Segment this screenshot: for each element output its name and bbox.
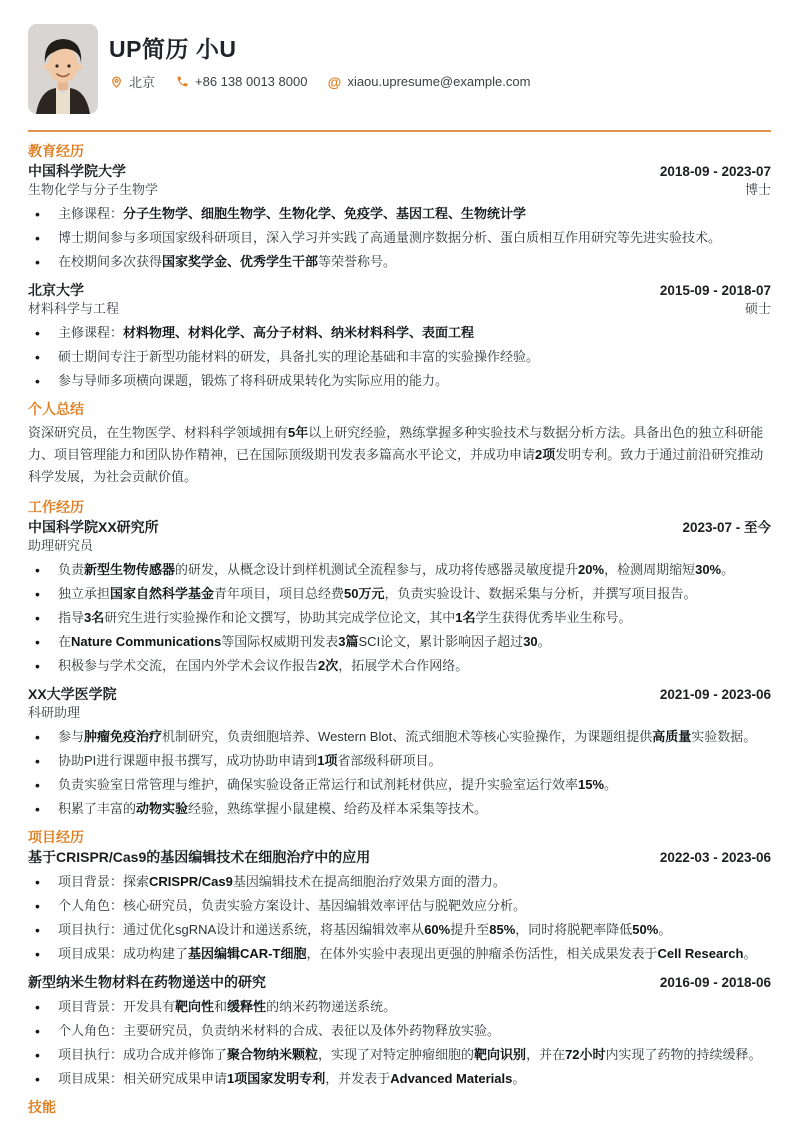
bullet-item: • 博士期间参与多项国家级科研项目，深入学习并实践了高通量测序数据分析、蛋白质相互作用研究等先进实验技术。 xyxy=(28,229,771,247)
entry-head xyxy=(28,848,771,867)
summary-text: 资深研究员，在生物医学、材料科学领域拥有5年以上研究经验，熟练掌握多种实验技术与数据分析方法。具备出色的独立科研能力、项目管理能力和团队协作精神，已在国际顶级期刊发表多篇高水平论文，并成功申请2项发明专利。致力于通过前沿研究推动科学发展，为社会贡献价值。 xyxy=(28,425,764,484)
bullet-item: • 负责新型生物传感器的研发，从概念设计到样机测试全流程参与，成功将传感器灵敏度提升20%，检测周期缩短30%。 xyxy=(28,561,771,579)
resume-header xyxy=(28,24,771,114)
entry-date: 2018-09 - 2023-07 xyxy=(659,164,771,179)
entry-date: 2015-09 - 2018-07 xyxy=(659,283,771,298)
section-title-education: 教育经历 xyxy=(28,143,84,159)
entry-head xyxy=(28,518,771,537)
bullet-item: • 硕士期间专注于新型功能材料的研发，具备扎实的理论基础和丰富的实验操作经验。 xyxy=(28,348,771,366)
entry-title: XX大学医学院 xyxy=(28,686,117,702)
bullet-list xyxy=(28,728,771,818)
bullet-item: • 项目执行：成功合成并修饰了聚合物纳米颗粒，实现了对特定肿瘤细胞的靶向识别，并在72小时内实现了药物的持续缓释。 xyxy=(28,1046,771,1064)
bullet-item: • 负责实验室日常管理与维护，确保实验设备正常运行和试剂耗材供应，提升实验室运行效率15%。 xyxy=(28,776,771,794)
entry-head xyxy=(28,973,771,992)
bullet-item: • 在Nature Communications等国际权威期刊发表3篇SCI论文，累计影响因子超过30。 xyxy=(28,633,771,651)
bullet-item: • 在校期间多次获得国家奖学金、优秀学生干部等荣誉称号。 xyxy=(28,253,771,271)
bullet-item: • 项目成果：相关研究成果申请1项国家发明专利，并发表于Advanced Materials。 xyxy=(28,1070,771,1088)
bullet-item: • 协助PI进行课题申报书撰写，成功协助申请到1项省部级科研项目。 xyxy=(28,752,771,770)
entry-title: 基于CRISPR/Cas9的基因编辑技术在细胞治疗中的应用 xyxy=(28,849,371,865)
sections xyxy=(28,142,771,1117)
bullet-item: • 积极参与学术交流，在国内外学术会议作报告2次，拓展学术合作网络。 xyxy=(28,657,771,675)
entry-title: 北京大学 xyxy=(28,282,84,298)
at-icon: @ xyxy=(327,73,342,90)
bullet-item: • 指导3名研究生进行实验操作和论文撰写，协助其完成学位论文，其中1名学生获得优秀毕业生称号。 xyxy=(28,609,771,627)
section-title-summary: 个人总结 xyxy=(28,401,84,417)
bullet-item: • 项目背景：开发具有靶向性和缓释性的纳米药物递送系统。 xyxy=(28,998,771,1016)
bullet-list xyxy=(28,873,771,963)
entry-subtitle xyxy=(28,704,771,722)
bullet-list xyxy=(28,998,771,1088)
profile-photo xyxy=(28,24,98,114)
entry-date: 2016-09 - 2018-06 xyxy=(659,975,771,990)
contact-location xyxy=(109,72,155,91)
location-icon xyxy=(109,75,123,89)
entry-title: 中国科学院XX研究所 xyxy=(28,519,159,535)
entry xyxy=(28,973,771,1088)
header-divider xyxy=(28,130,771,132)
entry-head xyxy=(28,281,771,300)
entry-title: 中国科学院大学 xyxy=(28,163,126,179)
candidate-name: UP简历 小U xyxy=(109,36,237,62)
entry xyxy=(28,685,771,818)
phone-text: +86 138 0013 8000 xyxy=(195,74,308,89)
section-title-work: 工作经历 xyxy=(28,499,84,515)
entry-subtitle-right: 硕士 xyxy=(744,301,771,316)
section-skills xyxy=(28,1098,771,1117)
entry-date: 2023-07 - 至今 xyxy=(682,520,771,535)
bullet-item: • 项目背景：探索CRISPR/Cas9基因编辑技术在提高细胞治疗效果方面的潜力。 xyxy=(28,873,771,891)
entry-subtitle-left: 科研助理 xyxy=(28,705,81,720)
entry xyxy=(28,281,771,390)
entry-subtitle-left: 材料科学与工程 xyxy=(28,301,120,316)
entry-subtitle-left: 生物化学与分子生物学 xyxy=(28,182,159,197)
bullet-item: • 个人角色：核心研究员，负责实验方案设计、基因编辑效率评估与脱靶效应分析。 xyxy=(28,897,771,915)
contact-email xyxy=(327,74,530,89)
contact-phone xyxy=(175,74,307,89)
section-work xyxy=(28,498,771,818)
bullet-list xyxy=(28,324,771,390)
entry xyxy=(28,848,771,963)
entry-title: 新型纳米生物材料在药物递送中的研究 xyxy=(28,974,266,990)
entry-subtitle xyxy=(28,181,771,199)
section-projects xyxy=(28,828,771,1088)
bullet-item: • 积累了丰富的动物实验经验，熟练掌握小鼠建模、给药及样本采集等技术。 xyxy=(28,800,771,818)
avatar-illustration xyxy=(28,24,98,114)
section-title-projects: 项目经历 xyxy=(28,829,84,845)
entry-subtitle-left: 助理研究员 xyxy=(28,538,94,553)
bullet-item: • 项目执行：通过优化sgRNA设计和递送系统，将基因编辑效率从60%提升至85%，同时将脱靶率降低50%。 xyxy=(28,921,771,939)
entry-date: 2022-03 - 2023-06 xyxy=(659,850,771,865)
entry xyxy=(28,518,771,675)
bullet-item: • 参与肿瘤免疫治疗机制研究，负责细胞培养、Western Blot、流式细胞术等核心实验操作，为课题组提供高质量实验数据。 xyxy=(28,728,771,746)
entry xyxy=(28,162,771,271)
bullet-item: • 独立承担国家自然科学基金青年项目，项目总经费50万元，负责实验设计、数据采集与分析，并撰写项目报告。 xyxy=(28,585,771,603)
section-summary xyxy=(28,400,771,488)
section-education xyxy=(28,142,771,390)
entry-subtitle xyxy=(28,537,771,555)
entry-subtitle xyxy=(28,300,771,318)
contact-row xyxy=(109,72,530,91)
header-text-block xyxy=(109,24,530,91)
entry-date: 2021-09 - 2023-06 xyxy=(659,687,771,702)
bullet-list xyxy=(28,205,771,271)
entry-subtitle-right: 博士 xyxy=(744,182,771,197)
bullet-item: • 项目成果：成功构建了基因编辑CAR-T细胞，在体外实验中表现出更强的肿瘤杀伤活性，相关成果发表于Cell Research。 xyxy=(28,945,771,963)
location-text: 北京 xyxy=(129,75,156,90)
entry-head xyxy=(28,685,771,704)
bullet-item: • 主修课程：分子生物学、细胞生物学、生物化学、免疫学、基因工程、生物统计学 xyxy=(28,205,771,223)
bullet-item: • 个人角色：主要研究员，负责纳米材料的合成、表征以及体外药物释放实验。 xyxy=(28,1022,771,1040)
bullet-item: • 参与导师多项横向课题，锻炼了将科研成果转化为实际应用的能力。 xyxy=(28,372,771,390)
phone-icon xyxy=(175,75,189,89)
section-title-skills: 技能 xyxy=(28,1099,56,1115)
email-text: xiaou.upresume@example.com xyxy=(347,74,531,89)
bullet-item: • 主修课程：材料物理、材料化学、高分子材料、纳米材料科学、表面工程 xyxy=(28,324,771,342)
bullet-list xyxy=(28,561,771,675)
entry-head xyxy=(28,162,771,181)
